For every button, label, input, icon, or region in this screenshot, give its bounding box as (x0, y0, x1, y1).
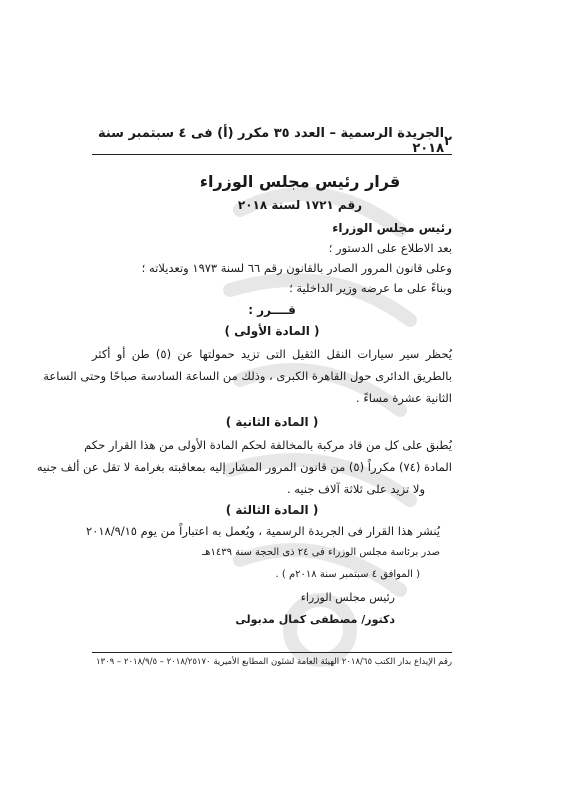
article-3-heading: ( المادة الثالثة ) (225, 503, 319, 517)
issued-date-gregorian: ( الموافق ٤ سبتمبر سنة ٢٠١٨م ) . (275, 569, 420, 580)
decree-number: رقم ١٧٢١ لسنة ٢٠١٨ (237, 198, 363, 212)
article-2-line: ولا تزيد على ثلاثة آلاف جنيه . (286, 482, 425, 496)
article-1-heading: ( المادة الأولى ) (224, 324, 320, 338)
footer-divider (92, 652, 452, 653)
article-2-line: يُطبق على كل من قاد مركبة بالمخالفة لحكم المادة الأولى من هذا القرار حكم (84, 438, 452, 452)
signature-name: دكتور/ مصطفى كمال مدبولى (235, 613, 395, 626)
deposit-footer: رقم الإيداع بدار الكتب ٢٠١٨/٦٥ الهيئة العامة لشئون المطابع الأميرية ٢٠١٨/٢٥١٧٠ – ٢٠١٨/٩/٥ – ١٣٠٩ (95, 657, 452, 667)
decides-heading: قــــرر : (248, 303, 296, 317)
page-number: ٢ (444, 133, 452, 149)
preamble-line: بعد الاطلاع على الدستور ؛ (328, 241, 452, 255)
article-3-line: يُنشر هذا القرار فى الجريدة الرسمية ، ويُعمل به اعتباراً من يوم ٢٠١٨/٩/١٥ (86, 524, 440, 538)
article-1-line: الثانية عشرة مساءً . (356, 391, 452, 405)
article-1-line: بالطريق الدائرى حول القاهرة الكبرى ، وذلك من الساعة السادسة صباحًا وحتى الساعة (43, 369, 452, 383)
preamble-line: وعلى قانون المرور الصادر بالقانون رقم ٦٦ لسنة ١٩٧٣ وتعديلاته ؛ (141, 261, 452, 275)
header-divider (92, 154, 452, 155)
article-2-heading: ( المادة الثانية ) (225, 415, 319, 429)
article-2-line: المادة (٧٤) مكرراً (٥) من قانون المرور المشار إليه بمعاقبته بغرامة لا تقل عن ألف جنيه (36, 460, 452, 474)
decree-title: قرار رئيس مجلس الوزراء (199, 172, 401, 191)
signature-role: رئيس مجلس الوزراء (300, 591, 395, 604)
gazette-header (92, 126, 452, 156)
preamble-line: وبناءً على ما عرضه وزير الداخلية ؛ (289, 281, 452, 295)
publication-line: الجريدة الرسمية – العدد ٣٥ مكرر (أ) فى ٤ سبتمبر سنة ٢٠١٨ (97, 126, 445, 156)
issuer-line: رئيس مجلس الوزراء (332, 221, 452, 235)
article-1-line: يُحظر سير سيارات النقل الثقيل التى تزيد حمولتها عن (٥) طن أو أكثر (92, 347, 452, 361)
issued-date-hijri: صدر برئاسة مجلس الوزراء فى ٢٤ ذى الحجة سنة ١٤٣٩هـ (202, 547, 440, 558)
